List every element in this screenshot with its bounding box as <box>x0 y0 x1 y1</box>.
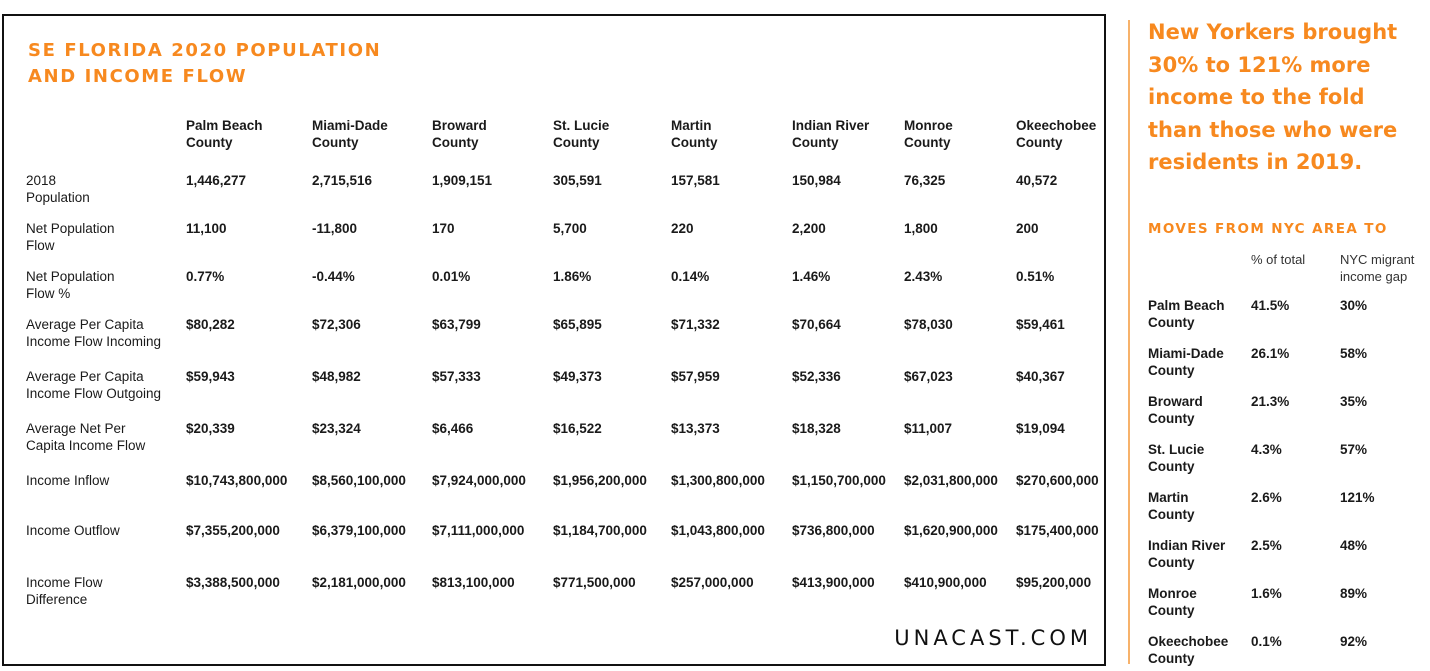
moves-gap-cell: 30% <box>1340 298 1368 313</box>
moves-pct-cell: 2.5% <box>1251 538 1282 553</box>
table-cell: $67,023 <box>904 369 953 384</box>
column-header: Indian River County <box>792 118 870 150</box>
table-cell: 200 <box>1016 221 1039 236</box>
moves-county-label: Okeechobee County <box>1148 634 1229 666</box>
column-header: Martin County <box>671 118 718 150</box>
table-cell: 40,572 <box>1016 173 1058 188</box>
table-cell: $6,466 <box>432 421 474 436</box>
moves-county-label: Indian River County <box>1148 538 1226 570</box>
table-cell: $59,461 <box>1016 317 1065 332</box>
table-cell: $20,339 <box>186 421 235 436</box>
table-cell: $1,956,200,000 <box>553 473 647 488</box>
table-cell: $175,400,000 <box>1016 523 1099 538</box>
table-cell: $63,799 <box>432 317 481 332</box>
moves-county-label: Palm Beach County <box>1148 298 1225 330</box>
table-cell: $78,030 <box>904 317 953 332</box>
table-cell: $7,924,000,000 <box>432 473 526 488</box>
main-table-panel <box>2 14 1106 666</box>
moves-gap-cell: 35% <box>1340 394 1368 409</box>
moves-pct-cell: 0.1% <box>1251 634 1282 649</box>
moves-county-label: Monroe County <box>1148 586 1197 618</box>
brand-wordmark: UNACAST.COM <box>894 626 1092 650</box>
row-label: Net Population Flow % <box>26 269 115 301</box>
table-cell: $11,007 <box>904 421 953 436</box>
moves-column-header: NYC migrant income gap <box>1340 252 1415 284</box>
moves-section-title: MOVES FROM NYC AREA TO <box>1148 221 1388 237</box>
table-cell: $6,379,100,000 <box>312 523 406 538</box>
table-cell: $736,800,000 <box>792 523 875 538</box>
table-cell: 1.86% <box>553 269 592 284</box>
table-cell: $1,300,800,000 <box>671 473 765 488</box>
row-label: Average Per Capita Income Flow Outgoing <box>26 369 162 401</box>
moves-pct-cell: 1.6% <box>1251 586 1282 601</box>
moves-gap-cell: 121% <box>1340 490 1375 505</box>
moves-pct-cell: 2.6% <box>1251 490 1282 505</box>
table-cell: $57,959 <box>671 369 720 384</box>
table-cell: $70,664 <box>792 317 841 332</box>
moves-gap-cell: 57% <box>1340 442 1368 457</box>
row-label: Average Net Per Capita Income Flow <box>26 421 146 453</box>
table-cell: $1,150,700,000 <box>792 473 886 488</box>
table-cell: $2,181,000,000 <box>312 575 406 590</box>
moves-county-label: St. Lucie County <box>1148 442 1205 474</box>
table-cell: $18,328 <box>792 421 841 436</box>
moves-gap-cell: 89% <box>1340 586 1368 601</box>
row-label: Average Per Capita Income Flow Incoming <box>26 317 162 349</box>
table-cell: -0.44% <box>312 269 355 284</box>
table-cell: 220 <box>671 221 694 236</box>
row-label: Net Population Flow <box>26 221 115 253</box>
table-cell: 11,100 <box>186 221 227 236</box>
table-cell: $16,522 <box>553 421 602 436</box>
table-cell: $71,332 <box>671 317 720 332</box>
table-cell: 0.77% <box>186 269 225 284</box>
moves-pct-cell: 26.1% <box>1251 346 1290 361</box>
page-title: SE FLORIDA 2020 POPULATION AND INCOME FLOW <box>28 40 382 87</box>
moves-gap-cell: 48% <box>1340 538 1368 553</box>
column-header: Broward County <box>432 118 487 150</box>
table-cell: $1,043,800,000 <box>671 523 765 538</box>
moves-county-label: Martin County <box>1148 490 1195 522</box>
row-label: Income Flow Difference <box>26 575 103 607</box>
sidebar-divider <box>1128 20 1130 664</box>
table-cell: 1,800 <box>904 221 938 236</box>
table-cell: $3,388,500,000 <box>186 575 280 590</box>
table-cell: $48,982 <box>312 369 361 384</box>
column-header: Okeechobee County <box>1016 118 1097 150</box>
moves-pct-cell: 21.3% <box>1251 394 1290 409</box>
moves-county-label: Broward County <box>1148 394 1203 426</box>
table-cell: 5,700 <box>553 221 587 236</box>
table-cell: 305,591 <box>553 173 602 188</box>
table-cell: 0.51% <box>1016 269 1055 284</box>
column-header: Monroe County <box>904 118 953 150</box>
table-cell: $52,336 <box>792 369 841 384</box>
table-cell: 1,909,151 <box>432 173 493 188</box>
column-header: Miami-Dade County <box>312 118 388 150</box>
table-cell: $80,282 <box>186 317 235 332</box>
table-cell: $72,306 <box>312 317 361 332</box>
table-cell: $65,895 <box>553 317 602 332</box>
table-cell: $59,943 <box>186 369 235 384</box>
table-cell: $2,031,800,000 <box>904 473 998 488</box>
moves-column-header: % of total <box>1251 252 1306 267</box>
table-cell: $410,900,000 <box>904 575 987 590</box>
table-cell: 150,984 <box>792 173 841 188</box>
table-cell: $1,620,900,000 <box>904 523 998 538</box>
table-cell: $813,100,000 <box>432 575 515 590</box>
table-cell: $1,184,700,000 <box>553 523 647 538</box>
table-cell: $413,900,000 <box>792 575 875 590</box>
row-label: Income Outflow <box>26 523 120 538</box>
column-header: Palm Beach County <box>186 118 263 150</box>
table-cell: 2,715,516 <box>312 173 373 188</box>
table-cell: $7,355,200,000 <box>186 523 280 538</box>
table-cell: 170 <box>432 221 455 236</box>
row-label: Income Inflow <box>26 473 110 488</box>
table-cell: 1.46% <box>792 269 831 284</box>
table-cell: $57,333 <box>432 369 481 384</box>
table-cell: $49,373 <box>553 369 602 384</box>
table-cell: $270,600,000 <box>1016 473 1099 488</box>
column-header: St. Lucie County <box>553 118 610 150</box>
table-cell: 1,446,277 <box>186 173 247 188</box>
moves-pct-cell: 4.3% <box>1251 442 1282 457</box>
table-cell: $10,743,800,000 <box>186 473 288 488</box>
table-cell: $95,200,000 <box>1016 575 1092 590</box>
moves-gap-cell: 92% <box>1340 634 1368 649</box>
table-cell: $19,094 <box>1016 421 1065 436</box>
table-cell: 2.43% <box>904 269 943 284</box>
table-cell: $7,111,000,000 <box>432 523 525 538</box>
table-cell: 76,325 <box>904 173 946 188</box>
table-cell: $13,373 <box>671 421 720 436</box>
table-cell: $8,560,100,000 <box>312 473 406 488</box>
table-cell: 2,200 <box>792 221 826 236</box>
moves-pct-cell: 41.5% <box>1251 298 1290 313</box>
sidebar-headline: New Yorkers brought 30% to 121% more income to the fold than those who were residents in 2019. <box>1148 20 1398 174</box>
table-cell: $40,367 <box>1016 369 1065 384</box>
table-cell: -11,800 <box>312 221 358 236</box>
table-cell: $257,000,000 <box>671 575 754 590</box>
table-cell: $23,324 <box>312 421 361 436</box>
table-cell: $771,500,000 <box>553 575 636 590</box>
table-cell: 0.14% <box>671 269 710 284</box>
moves-county-label: Miami-Dade County <box>1148 346 1224 378</box>
table-cell: 0.01% <box>432 269 471 284</box>
row-label: 2018 Population <box>26 173 90 205</box>
moves-gap-cell: 58% <box>1340 346 1368 361</box>
table-cell: 157,581 <box>671 173 720 188</box>
